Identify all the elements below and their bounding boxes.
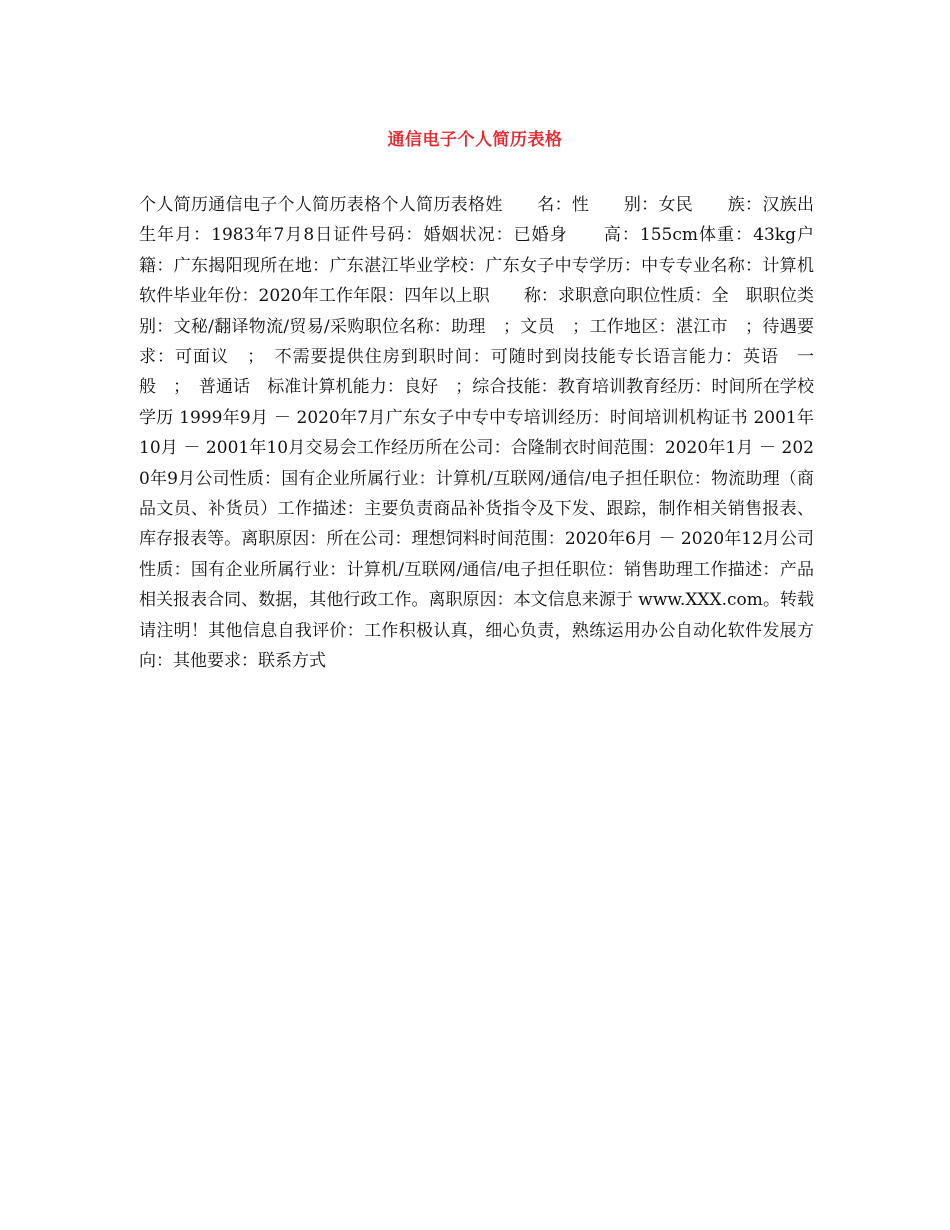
document-body-text: 个人简历通信电子个人简历表格个人简历表格姓 名：性 别：女民 族：汉族出生年月：1983年7月8日证件号码：婚姻状况：已婚身 高：155cm体重：43kg户 籍：广东揭阳现所在地：广东湛江毕业学校：广东女子中专学历：中专专业名称：计算机软件毕业年份：2020年工作年限：四年以上职 称：求职意向职位性质：全 职职位类别：文秘/翻译物流/贸易/采购职位名称：助理 ；文员 ；工作地区：湛江市 ；待遇要求：可面议 ； 不需要提供住房到职时间：可随时到岗技能专长语言能力：英语 一般 ； 普通话 标准计算机能力：良好 ；综合技能：教育培训教育经历：时间所在学校学历 1999年9月 － 2020年7月广东女子中专中专培训经历：时间培训机构证书 2001年10月 － 2001年10月交易会工作经历所在公司：合隆制衣时间范围：2020年1月 － 2020年9月公司性质：国有企业所属行业：计算机/互联网/通信/电子担任职位：物流助理（商品文员、补货员）工作描述：主要负责商品补货指令及下发、跟踪，制作相关销售报表、库存报表等。离职原因：所在公司：理想饲料时间范围：2020年6月 － 2020年12月公司性质：国有企业所属行业：计算机/互联网/通信/电子担任职位：销售助理工作描述：产品相关报表合同、数据，其他行政工作。离职原因：本文信息来源于 www.XXX.com。转载请注明！其他信息自我评价：工作积极认真，细心负责，熟练运用办公自动化软件发展方向：其他要求：联系方式	[139, 195, 848, 672]
document-title: 通信电子个人简历表格	[387, 130, 563, 150]
